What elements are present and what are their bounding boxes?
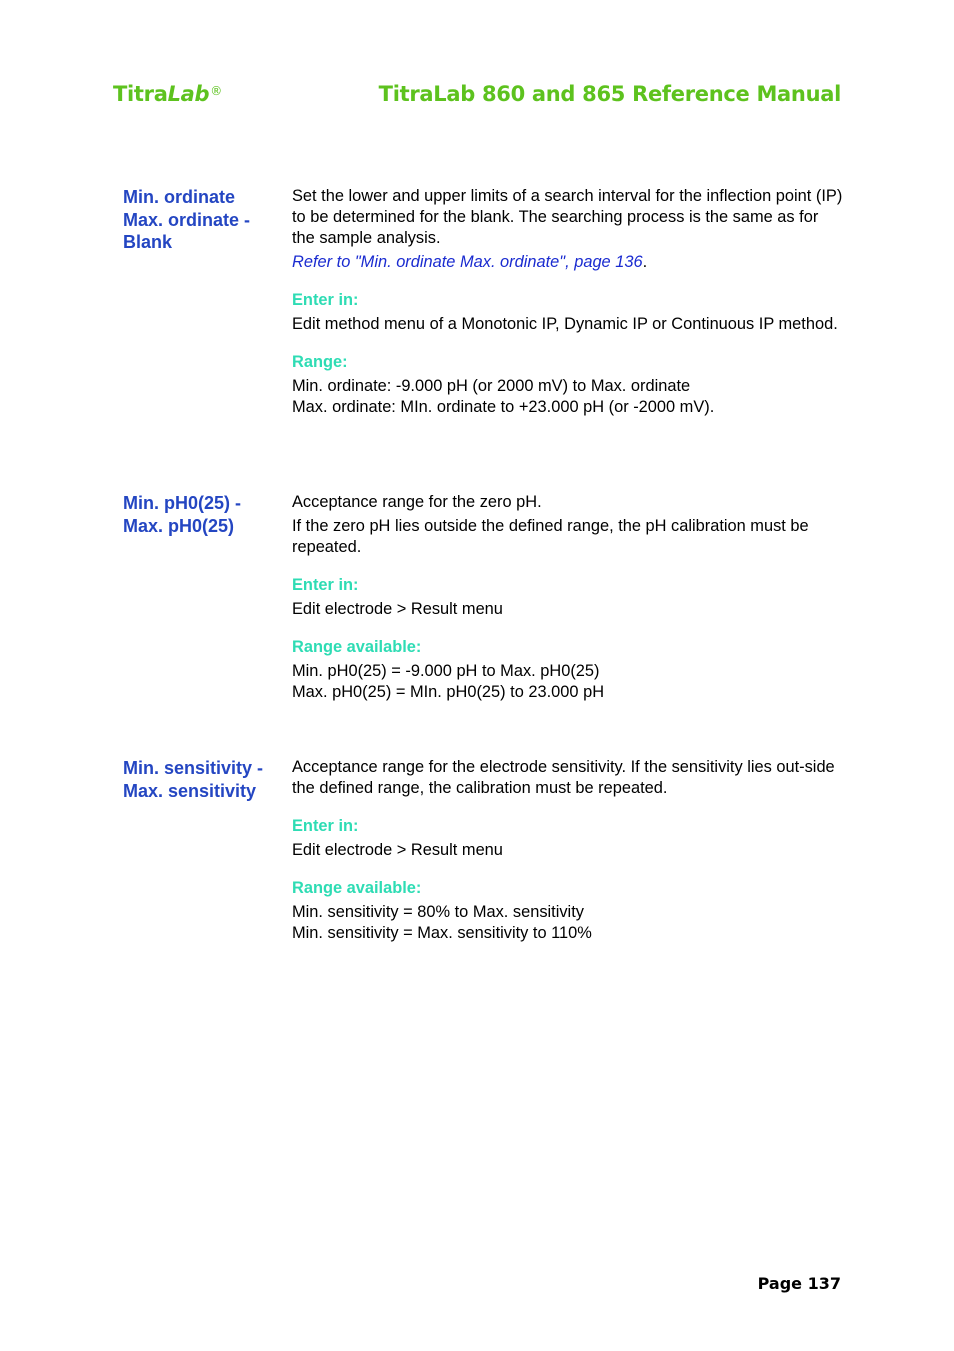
term-line: Min. pH0(25) -	[123, 493, 242, 513]
brand-logo	[113, 82, 222, 106]
registered-mark: ®	[210, 84, 222, 98]
section-description	[292, 757, 844, 947]
section-term	[123, 492, 283, 537]
range-heading: Range available:	[292, 879, 422, 897]
description-text: If the zero pH lies outside the defined range, the pH calibration must be repeated.	[292, 517, 809, 556]
enter-in-text: Edit electrode > Result menu	[292, 600, 503, 618]
page-reference-link[interactable]: Refer to "Min. ordinate Max. ordinate", page 136	[292, 253, 643, 271]
enter-in-heading: Enter in:	[292, 817, 359, 835]
enter-in-text: Edit electrode > Result menu	[292, 841, 503, 859]
term-line: Min. ordinate	[123, 187, 235, 207]
manual-title: TitraLab 860 and 865 Reference Manual	[378, 82, 841, 106]
range-heading: Range:	[292, 353, 348, 371]
description-text: Acceptance range for the electrode sensitivity. If the sensitivity lies out-side the defined range, the calibration must be repeated.	[292, 758, 835, 797]
section-term	[123, 757, 283, 802]
reference-paragraph	[292, 252, 844, 273]
description-text: Set the lower and upper limits of a search interval for the inflection point (IP) to be determined for the blank. The searching process is the same as for the sample analysis.	[292, 187, 843, 247]
section-description	[292, 186, 844, 421]
section-term	[123, 186, 283, 254]
range-heading: Range available:	[292, 638, 422, 656]
reference-period: .	[642, 253, 648, 271]
page-number: Page 137	[757, 1274, 841, 1293]
range-line: Max. ordinate: MIn. ordinate to +23.000 pH (or -2000 mV).	[292, 398, 715, 416]
term-line: Min. sensitivity -	[123, 758, 264, 778]
term-line: Blank	[123, 232, 173, 252]
section-description	[292, 492, 844, 706]
term-line: Max. sensitivity	[123, 780, 257, 801]
term-line: Max. pH0(25)	[123, 515, 235, 536]
brand-suffix: Lab	[167, 82, 210, 106]
brand-prefix: Titra	[113, 82, 168, 106]
range-text	[292, 661, 844, 703]
term-line: Max. ordinate -	[123, 209, 251, 230]
range-line: Max. pH0(25) = MIn. pH0(25) to 23.000 pH	[292, 683, 605, 701]
range-line: Min. sensitivity = 80% to Max. sensitivity	[292, 903, 584, 921]
enter-in-text: Edit method menu of a Monotonic IP, Dynamic IP or Continuous IP method.	[292, 315, 838, 333]
range-text	[292, 376, 844, 418]
description-text: Acceptance range for the zero pH.	[292, 493, 542, 511]
range-text	[292, 902, 844, 944]
page-header	[113, 82, 841, 112]
range-line: Min. sensitivity = Max. sensitivity to 110%	[292, 924, 592, 942]
enter-in-heading: Enter in:	[292, 576, 359, 594]
range-line: Min. pH0(25) = -9.000 pH to Max. pH0(25)	[292, 662, 600, 680]
range-line: Min. ordinate: -9.000 pH (or 2000 mV) to Max. ordinate	[292, 377, 691, 395]
enter-in-heading: Enter in:	[292, 291, 359, 309]
